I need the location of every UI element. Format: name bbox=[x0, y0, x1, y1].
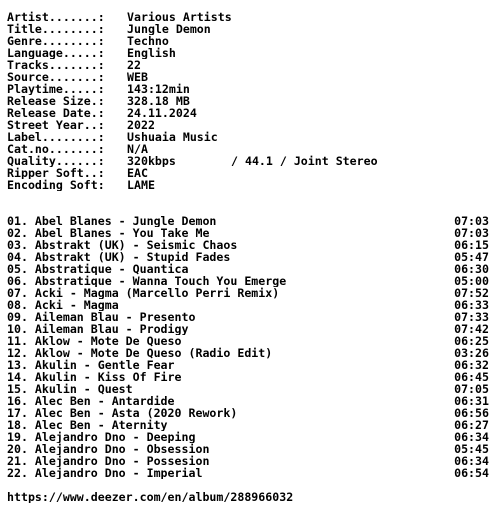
info-value: 328.18 MB bbox=[127, 95, 190, 107]
info-key: Tracks.......: bbox=[7, 59, 105, 71]
info-value: Techno bbox=[127, 35, 169, 47]
track-duration: 06:27 bbox=[454, 419, 489, 431]
album-url-text: https://www.deezer.com/en/album/288966032 bbox=[7, 491, 294, 503]
info-key: Release Date.: bbox=[7, 107, 105, 119]
info-value: EAC bbox=[127, 167, 148, 179]
info-key: Release Size.: bbox=[7, 95, 105, 107]
spacer bbox=[7, 191, 489, 215]
info-value: English bbox=[127, 47, 176, 59]
track-row bbox=[7, 227, 489, 239]
track-row bbox=[7, 299, 489, 311]
track-row bbox=[7, 407, 489, 419]
info-value: Various Artists bbox=[127, 11, 232, 23]
track-title: 12. Aklow - Mote De Queso (Radio Edit) bbox=[7, 347, 273, 359]
info-line-release-size bbox=[7, 95, 489, 107]
track-duration: 03:26 bbox=[454, 347, 489, 359]
track-row bbox=[7, 263, 489, 275]
spacer bbox=[7, 479, 489, 491]
track-duration: 07:52 bbox=[454, 287, 489, 299]
info-key: Language.....: bbox=[7, 47, 105, 59]
track-row bbox=[7, 359, 489, 371]
track-row bbox=[7, 431, 489, 443]
info-line-street-year bbox=[7, 119, 489, 131]
quality-rest: / 44.1 / Joint Stereo bbox=[231, 155, 378, 167]
track-duration: 06:34 bbox=[454, 431, 489, 443]
info-line-release-date bbox=[7, 107, 489, 119]
track-title: 17. Alec Ben - Asta (2020 Rework) bbox=[7, 407, 238, 419]
track-title: 04. Abstrakt (UK) - Stupid Fades bbox=[7, 251, 231, 263]
track-title: 01. Abel Blanes - Jungle Demon bbox=[7, 215, 217, 227]
info-line-cat-no bbox=[7, 143, 489, 155]
info-key: Source.......: bbox=[7, 71, 105, 83]
info-key: Artist.......: bbox=[7, 11, 105, 23]
info-key: Encoding Soft: bbox=[7, 179, 105, 191]
info-key: Ripper Soft..: bbox=[7, 167, 105, 179]
info-value: 22 bbox=[127, 59, 141, 71]
track-duration: 06:34 bbox=[454, 455, 489, 467]
track-title: 08. Acki - Magma bbox=[7, 299, 119, 311]
track-duration: 07:03 bbox=[454, 215, 489, 227]
track-title: 21. Alejandro Dno - Possesion bbox=[7, 455, 210, 467]
track-duration: 06:31 bbox=[454, 395, 489, 407]
track-row bbox=[7, 275, 489, 287]
info-value: 24.11.2024 bbox=[127, 107, 197, 119]
info-value: WEB bbox=[127, 71, 148, 83]
track-title: 15. Akulin - Quest bbox=[7, 383, 133, 395]
info-value: LAME bbox=[127, 179, 155, 191]
track-row bbox=[7, 215, 489, 227]
info-key: Label........: bbox=[7, 131, 105, 143]
track-title: 16. Alec Ben - Antardide bbox=[7, 395, 175, 407]
track-row bbox=[7, 467, 489, 479]
track-row bbox=[7, 443, 489, 455]
track-row bbox=[7, 239, 489, 251]
info-line-language bbox=[7, 47, 489, 59]
track-duration: 07:33 bbox=[454, 311, 489, 323]
track-title: 05. Abstratique - Quantica bbox=[7, 263, 189, 275]
track-duration: 06:25 bbox=[454, 335, 489, 347]
track-title: 22. Alejandro Dno - Imperial bbox=[7, 467, 203, 479]
track-title: 19. Alejandro Dno - Deeping bbox=[7, 431, 196, 443]
info-line-label bbox=[7, 131, 489, 143]
info-key: Playtime.....: bbox=[7, 83, 105, 95]
info-key: Cat.no.......: bbox=[7, 143, 105, 155]
track-title: 13. Akulin - Gentle Fear bbox=[7, 359, 175, 371]
track-row bbox=[7, 323, 489, 335]
track-title: 02. Abel Blanes - You Take Me bbox=[7, 227, 210, 239]
quality-bitrate: 320kbps bbox=[127, 155, 176, 167]
track-duration: 06:54 bbox=[454, 467, 489, 479]
track-duration: 06:56 bbox=[454, 407, 489, 419]
tracklist bbox=[7, 215, 489, 479]
info-value: N/A bbox=[127, 143, 148, 155]
track-row bbox=[7, 311, 489, 323]
track-row bbox=[7, 287, 489, 299]
info-key: Street Year..: bbox=[7, 119, 105, 131]
track-title: 03. Abstrakt (UK) - Seismic Chaos bbox=[7, 239, 238, 251]
info-key: Genre........: bbox=[7, 35, 105, 47]
track-duration: 05:47 bbox=[454, 251, 489, 263]
track-title: 07. Acki - Magma (Marcello Perri Remix) bbox=[7, 287, 280, 299]
track-row bbox=[7, 395, 489, 407]
info-line-title bbox=[7, 23, 489, 35]
track-title: 14. Akulin - Kiss Of Fire bbox=[7, 371, 182, 383]
track-title: 18. Alec Ben - Aternity bbox=[7, 419, 168, 431]
track-title: 20. Alejandro Dno - Obsession bbox=[7, 443, 210, 455]
track-duration: 06:45 bbox=[454, 371, 489, 383]
track-duration: 07:03 bbox=[454, 227, 489, 239]
track-row bbox=[7, 251, 489, 263]
info-line-artist bbox=[7, 11, 489, 23]
track-row bbox=[7, 335, 489, 347]
info-value: Jungle Demon bbox=[127, 23, 211, 35]
track-title: 06. Abstratique - Wanna Touch You Emerge bbox=[7, 275, 287, 287]
track-duration: 06:33 bbox=[454, 299, 489, 311]
info-line-playtime bbox=[7, 83, 489, 95]
track-row bbox=[7, 419, 489, 431]
track-row bbox=[7, 455, 489, 467]
track-title: 11. Aklow - Mote De Queso bbox=[7, 335, 182, 347]
track-duration: 05:00 bbox=[454, 275, 489, 287]
track-duration: 06:30 bbox=[454, 263, 489, 275]
info-line-quality bbox=[7, 155, 489, 167]
info-line-ripper-soft bbox=[7, 167, 489, 179]
track-duration: 06:15 bbox=[454, 239, 489, 251]
info-line-source bbox=[7, 71, 489, 83]
info-value: Ushuaia Music bbox=[127, 131, 218, 143]
track-duration: 07:05 bbox=[454, 383, 489, 395]
info-value: 2022 bbox=[127, 119, 155, 131]
track-title: 09. Aileman Blau - Presento bbox=[7, 311, 196, 323]
info-key: Title........: bbox=[7, 23, 105, 35]
track-row bbox=[7, 347, 489, 359]
info-line-encoding-soft bbox=[7, 179, 489, 191]
info-value: 143:12min bbox=[127, 83, 190, 95]
info-line-tracks bbox=[7, 59, 489, 71]
track-row bbox=[7, 383, 489, 395]
info-line-genre bbox=[7, 35, 489, 47]
track-duration: 07:42 bbox=[454, 323, 489, 335]
track-title: 10. Aileman Blau - Prodigy bbox=[7, 323, 189, 335]
track-duration: 05:45 bbox=[454, 443, 489, 455]
release-info-document bbox=[7, 11, 489, 503]
track-row bbox=[7, 371, 489, 383]
track-duration: 06:32 bbox=[454, 359, 489, 371]
album-url bbox=[7, 491, 489, 503]
info-key: Quality......: bbox=[7, 155, 105, 167]
